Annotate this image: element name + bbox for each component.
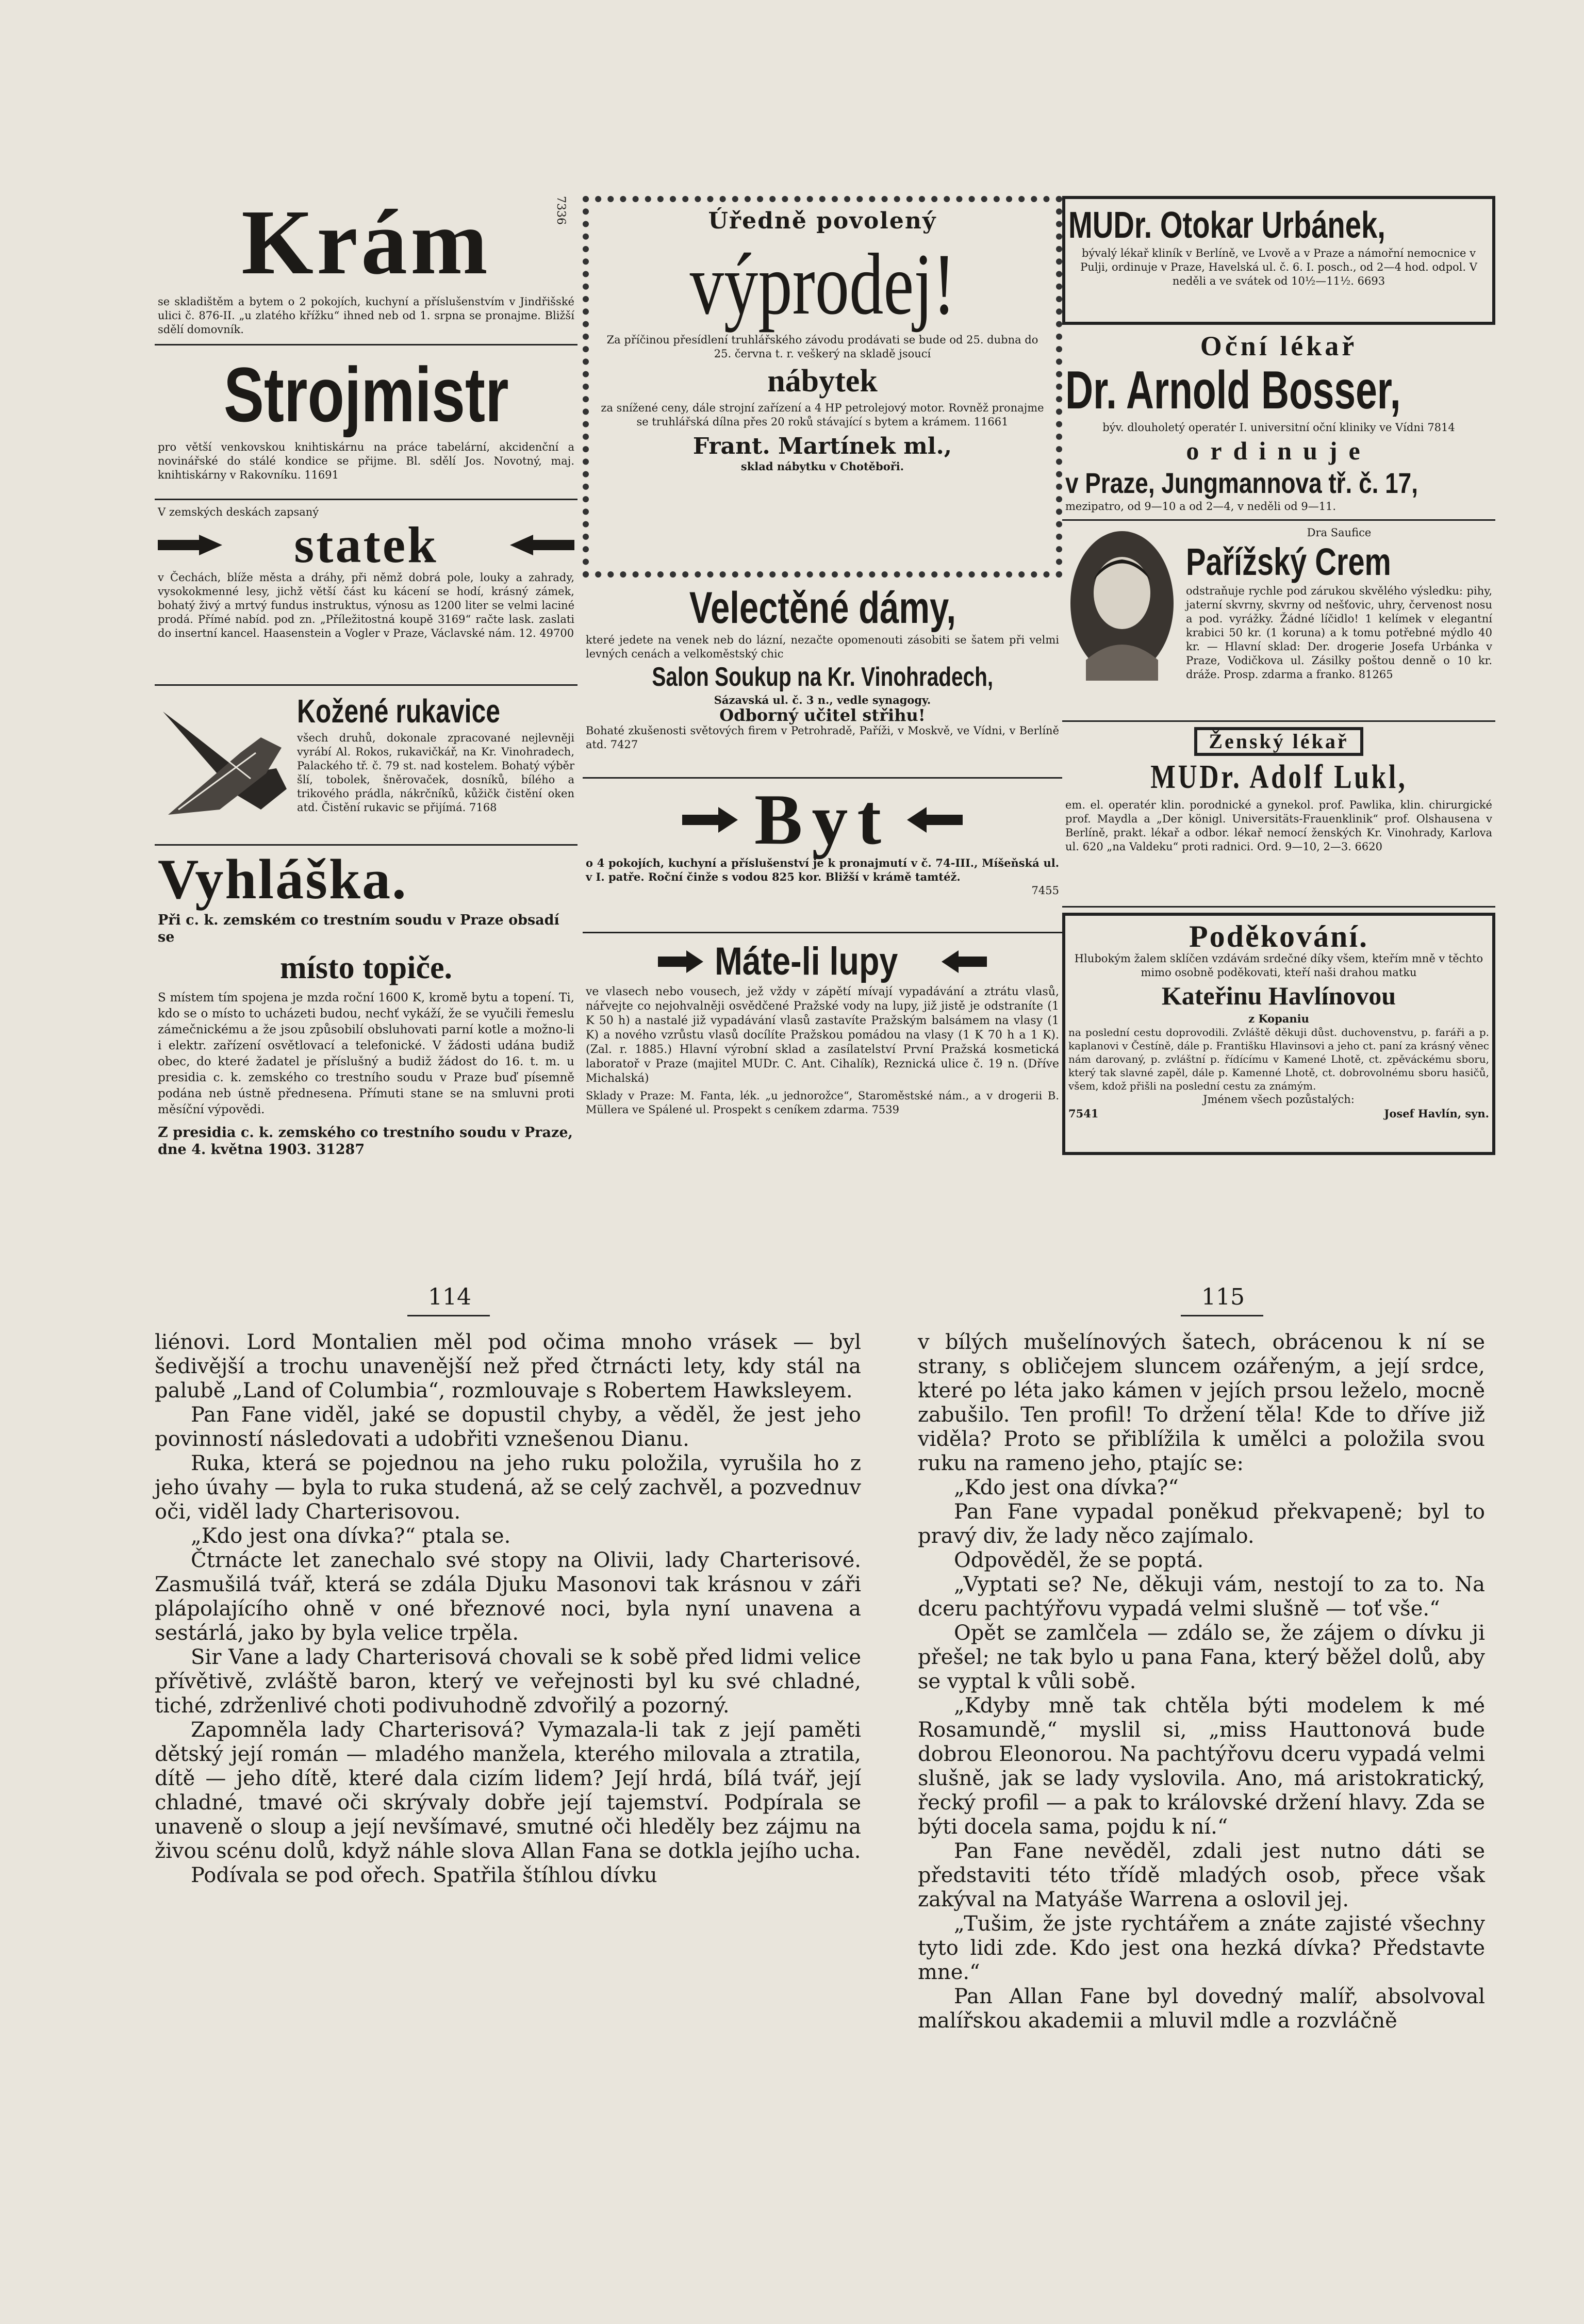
ad-podekovani-closing: Jménem všech pozůstalých: [1203, 1093, 1355, 1106]
pointing-hand-icon-right [940, 946, 987, 977]
ad-kram [155, 191, 578, 345]
ad-lukl-title: MUDr. Adolf Lukl, [1150, 758, 1408, 796]
ad-vyprodej-title: výprodej! [689, 236, 955, 333]
ad-vyhlaska-title: Vyhláška. [158, 848, 408, 911]
ad-bosser-text: býv. dlouholetý operatér I. universitní oční kliniky ve Vídni 7814 [1102, 421, 1455, 434]
ad-strojmistr-title: Strojmistr [223, 351, 509, 438]
ad-crem-maker: Dra Saufice [1307, 526, 1372, 539]
pointing-hand-icon [158, 530, 225, 561]
ad-crem [1062, 521, 1495, 722]
ad-urbanek-title: MUDr. Otokar Urbánek, [1068, 205, 1385, 246]
book-paragraph: Pan Allan Fane byl dovedný malíř, absolvoval malířskou akademii a mluvil mdle a rozvláčně [918, 1985, 1485, 2033]
ad-lupy-footer: Sklady v Praze: M. Fanta, lék. „u jednorožce“, Staroměstské nám., a v drogerii B. Müllera ve Spálené ul. Prospekt s ceníkem zdarma. 7539 [586, 1090, 1059, 1116]
ad-vyhlaska-subtitle: místo topiče. [279, 950, 453, 985]
ad-vyhlaska-lead: Při c. k. zemském co trestním soudu v Praze obsadí se [158, 912, 559, 945]
book-paragraph: Sir Vane a lady Charterisová chovali se k sobě před lidmi velice přívětivě, zvláště baron, který ve veřejnosti byl ku své chladné, tiché, zdrženlivé choti podivuhodně zdvořilý a pozorný. [155, 1645, 861, 1718]
ad-vyprodej-text1: Za příčinou přesídlení truhlářského závodu prodávati se bude od 25. dubna do 25. června t. r. veškerý na skladě jsoucí [606, 334, 1038, 360]
ad-bosser-hours: mezipatro, od 9—10 a od 2—4, v neděli od 9—11. [1065, 500, 1336, 513]
ad-rukavice-title: Kožené rukavice [297, 693, 500, 730]
pointing-hand-icon [682, 802, 739, 838]
book-paragraph: „Kdo jest ona dívka?“ ptala se. [191, 1524, 511, 1548]
ad-statek [155, 500, 578, 686]
book-page-left-body [155, 1330, 861, 1975]
ad-byt-title: Byt [754, 780, 890, 860]
ad-damy-text2: Bohaté zkušenosti světových firem v Petrohradě, Paříži, v Moskvě, ve Vídni, v Berlíně atd. 7427 [586, 724, 1059, 751]
book-paragraph: „Tušim, že jste rychtářem a znáte zajisté všechny tyto lidi zde. Kdo jest ona hezká dívka? Představte mne.“ [918, 1912, 1485, 1984]
gloves-illustration [158, 691, 292, 835]
ad-statek-text: v Čechách, blíže města a dráhy, při němž dobrá pole, louky a zahrady, vysokokmenné lesy, jichž větší část ku kácení se hodí, krásný zámek, bohatý živý a mrtvý fundus instruktus, výnosu as 1200 liter se velmi laciné prodá. Přímé nabíd. pod zn. „Příležitostná koupě 3169“ račte lask. zaslati do insertní kancel. Haasenstein a Vogler v Praze, Václavské nám. 12. 49700 [158, 571, 574, 639]
ad-kram-title: Krám [241, 191, 491, 293]
ad-lupy-title: Máte-li lupy [714, 940, 898, 983]
ad-byt-text: o 4 pokojích, kuchyní a příslušenství je k pronajmutí v č. 74-III., Míšeňská ul. v I. patře. Roční činže s vodou 825 kor. Bližší v krámě tamtéž. [586, 856, 1059, 883]
book-paragraph: Opět se zamlčela — zdálo se, že zájem o dívku ji přešel; ne tak bylo u pana Fana, který běžel dolů, aby se vyptal k vůli sobě. [918, 1621, 1485, 1693]
book-paragraph: v bílých mušelínových šatech, obrácenou k ní se strany, s obličejem sluncem ozářeným, a její srdce, které po léta jako kámen v jejích prsou leželo, mocně zabušilo. Ten profil! To držení těla! Kde to dříve již viděla? Proto se přiblížila k umělci a položila svou ruku na rameno jeho, ptajíc se: [918, 1330, 1485, 1475]
ad-podekovani-from: z Kopaniu [1248, 1012, 1309, 1025]
left-page-number-rule [407, 1315, 490, 1316]
ad-crem-text: odstraňuje rychle pod zárukou skvělého výsledku: pihy, jaterní skvrny, skvrny od nešťovic, uhry, červenost nosu a pod. vyrážky. Žádné líčidlo! 1 kelímek v elegantní krabici 50 kr. (1 koruna) a k tomu potřebné mýdlo 40 kr. — Hlavní sklad: Der. drogerie Josefa Urbánka v Praze, Vodičkova ul. Zásilky poštou denně o 10 kr. dráže. Prosp. zdarma a franko. 81265 [1186, 585, 1492, 681]
ad-bosser-ordinuje: ordinuje [1186, 436, 1372, 465]
ad-column-right [1062, 196, 1495, 1150]
ad-damy-salon: Salon Soukup na Kr. Vinohradech, [652, 662, 993, 692]
book-paragraph: Čtrnácte let zanechalo své stopy na Olivii, lady Charterisové. Zasmušilá tvář, která se zdála Djuku Masonovi tak krásnou v záři plápolajícího ohně v oné březnové noci, byla nyní unavena a sestárlá, jako by byla velice trpěla. [155, 1548, 861, 1645]
ad-podekovani-text2: na poslední cestu doprovodili. Zvláště děkuji důst. duchovenstvu, p. faráři a p. kaplanovi v Čestíně, dále p. Františku Hlavinsovi a jeho ct. paní za krásný věnec nám darovaný, p. zvláštní p. řídícímu v Kamené Lhotě, ct. zpěváckému sboru, který tak slavné zapěl, dále p. Kamenné Lhotě, ct. dobrovolnému sboru hasičů, všem, kdož přišli na poslední cestu za známým. [1068, 1026, 1489, 1092]
ad-vyprodej-header: Úředně povolený [708, 208, 937, 234]
ad-vyhlaska [155, 846, 578, 1212]
ad-vyhlaska-footer: Z presidia c. k. zemského co trestního soudu v Praze, dne 4. května 1903. 31287 [158, 1125, 573, 1158]
left-page-number: 114 [428, 1284, 471, 1310]
ad-statek-intro: V zemských deskách zapsaný [158, 506, 319, 518]
ad-vyhlaska-text: S místem tím spojena je mzda roční 1600 K, kromě bytu a topení. Ti, kdo se o místo to ucházeti budou, nechť vykáží, že se vyučili řemeslu zámečnickému a že jsou způsobilí obsluhovati parní kotle a možno-li i elektr. zařízení osvětlovací a telefonické. V žádosti udána budiž obec, do které žadatel je příslušný a budiž žádost do 16. t. m. u presidia c. k. zemského co trestního soudu v Praze buď písemně podána neb ústně přednesena. Přímuti stane se na smluvni proti měsíční výpovědi. [158, 991, 574, 1116]
book-paragraph: Odpověděl, že se poptá. [954, 1548, 1204, 1572]
ad-podekovani-text: Hlubokým žalem sklíčen vzdávám srdečné díky všem, kteřím mně v těchto mimo osobně poděkovati, kteří naši drahou matku [1074, 952, 1483, 979]
ad-crem-title: Pařížský Crem [1186, 540, 1391, 583]
ad-vyprodej-text2: za snížené ceny, dále strojní zařízení a 4 HP petrolejový motor. Rovněž pronajme se truhlářská dílna přes 20 roků stávající s bytem a krámem. 11661 [601, 402, 1044, 428]
pointing-hand-icon-right [906, 802, 963, 838]
ad-vyprodej [583, 196, 1062, 578]
ad-lupy [583, 933, 1062, 1212]
book-paragraph: Pan Fane vypadal poněkud překvapeně; byl to pravý div, že lady něco zajímalo. [918, 1500, 1485, 1548]
ad-column-left [155, 191, 578, 1212]
ad-vyprodej-footer: sklad nábytku v Chotěboři. [740, 460, 904, 473]
ad-damy-teacher: Odborný učitel střihu! [719, 705, 926, 725]
book-paragraph: „Kdo jest ona dívka?“ [954, 1476, 1179, 1499]
ad-strojmistr-text: pro větší venkovskou knihtiskárnu na práce tabelární, akcidenční a novinářské do stálé kondice se přijme. Bl. sdělí Jos. Novotný, maj. knihtiskárny v Rakovníku. 11691 [158, 441, 574, 481]
ad-byt [583, 779, 1062, 933]
pointing-hand-icon [658, 946, 704, 977]
ad-lupy-text: ve vlasech nebo vousech, jež vždy v zápětí mívají vypadávání a ztrátu vlasů, nářvejte co nejohvalněji osvědčené Pražské vody na lupy, již jistě je odstraníte (1 K 50 h) a nastalé již vypadávání vlasů zastavíte Pražským balsámem na vlasy (1 K) a nového vzrůstu vlasů docílíte Pražskou pomádou na vlasy (1 K 70 h a 1 K). (Zal. r. 1885.) Hlavní výrobní sklad a zasílatelství První Pražská kosmetická laboratoř v Praze (majitel MUDr. C. Ant. Cihalík), Reznická ulice č. 19 n. (Dříve Michalská) [586, 985, 1059, 1085]
ad-bosser [1062, 325, 1495, 521]
woman-portrait-illustration [1065, 526, 1179, 712]
ad-rukavice-text: všech druhů, dokonale zpracované nejlevněji vyrábí Al. Rokos, rukavičkář, na Kr. Vinohradech, Palackého tř. č. 79 st. nad kostelem. Bohatý výběr šlí, tobolek, šněrovaček, dosníků, bílého a trikového prádla, nákrčníků, kůžičk čistění oken atd. Čistění rukavic se přijímá. 7168 [297, 732, 574, 814]
ad-kram-text: se skladištěm a bytem o 2 pokojích, kuchyní a příslušenstvím v Jindřišské ulici č. 876-II. „u zlatého křížku“ ihned neb od 1. srpna se pronajme. Bližší sdělí domovník. [158, 295, 574, 336]
ad-podekovani [1062, 913, 1495, 1155]
ad-statek-title: statek [294, 516, 438, 573]
ad-lukl [1062, 722, 1495, 908]
ad-bosser-title: Dr. Arnold Bosser, [1065, 360, 1401, 420]
pointing-hand-icon-right [507, 530, 574, 561]
ad-bosser-header: Oční lékař [1200, 331, 1358, 361]
ad-kram-side-number: 7336 [554, 196, 567, 225]
ad-urbanek [1062, 196, 1495, 325]
book-paragraph: Ruka, která se pojednou na jeho ruku položila, vyrušila ho z jeho úvahy — byla to ruka studená, až se celý zachvěl, a pozvednuv oči, viděl lady Charterisovou. [155, 1452, 861, 1524]
ad-lukl-header: Ženský lékař [1194, 727, 1363, 756]
book-paragraph: Zapomněla lady Charterisová? Vymazala-li tak z její paměti dětský její román — mladého manžela, kterého milovala a ztratila, dítě — jeho dítě, které dala cizím lidem? Její hrdá, bílá tvář, její chladné, tmavé oči skrývaly dobře její tajemství. Podpírala se unaveně o sloup a její nevšímavé, smutné oči hleděly bez zájmu na živou scénu dolů, když náhle slova Allan Fana se dotkla jejího ucha. [155, 1718, 861, 1863]
ad-podekovani-title: Poděkování. [1189, 919, 1369, 953]
ad-vyprodej-name: Frant. Martínek ml., [692, 433, 952, 459]
book-paragraph: Podívala se pod ořech. Spatřila štíhlou dívku [191, 1864, 657, 1887]
book-paragraph: Pan Fane nevěděl, zdali jest nutno dáti se představiti této třídě mladých osob, přece však zakýval na Matyáše Warrena a oslovil jej. [918, 1839, 1485, 1911]
book-paragraph: „Kdyby mně tak chtěla býti modelem k mé Rosamundě,“ myslil si, „miss Hauttonová bude dobrou Eleonorou. Na pachtýřovu dceru vypadá velmi slušně, jak se lady vyslovila. Ano, má aristokratický, řecký profil — a pak to královské držení hlavy. Zda se býti docela sama, pojdu k ní.“ [918, 1694, 1485, 1839]
ad-lukl-text: em. el. operatér klin. porodnické a gynekol. prof. Pawlika, klin. chirurgické prof. Maydla a „Der königl. Universitäts-Frauenklinik“ prof. Olshausena v Berlíně, prakt. lékař a odbor. lékař nemocí ženských Kr. Vinohrady, Karlova ul. 620 „na Valdeku“ proti radnici. Ord. 9—10, 2—3. 6620 [1065, 799, 1492, 853]
ad-damy [583, 578, 1062, 779]
ad-damy-text: které jedete na venek neb do lázní, nezačte opomenouti zásobiti se šatem při velmi levných cenách a velkoměstský chic [586, 634, 1059, 660]
ad-strojmistr [155, 345, 578, 500]
ad-rukavice [155, 686, 578, 846]
right-page-number-rule [1181, 1315, 1263, 1316]
ad-podekovani-signature: Josef Havlín, syn. [1384, 1107, 1489, 1120]
ad-podekovani-name: Kateřinu Havlínovou [1161, 981, 1396, 1010]
ad-byt-number: 7455 [1031, 884, 1059, 897]
ad-damy-address: Sázavská ul. č. 3 n., vedle synagogy. [714, 694, 931, 706]
book-page-right-body [918, 1330, 1485, 2033]
ad-vyprodej-title2: nábytek [767, 364, 878, 399]
right-page-number: 115 [1201, 1284, 1245, 1310]
book-paragraph: liénovi. Lord Montalien měl pod očima mnoho vrásek — byl šedivější a trochu unavenější než před čtrnácti lety, kdy stál na palubě „Land of Columbia“, rozmlouvaje s Robertem Hawksleyem. [155, 1330, 861, 1403]
book-paragraph: Pan Fane viděl, jaké se dopustil chyby, a věděl, že jest jeho povinností následovati a udobřiti vznešenou Dianu. [155, 1403, 861, 1451]
ad-damy-title: Velectěné dámy, [689, 583, 956, 633]
ad-bosser-address: v Praze, Jungmannova tř. č. 17, [1065, 467, 1418, 499]
ad-column-middle [583, 196, 1062, 1212]
book-paragraph: „Vyptati se? Ne, děkuji vám, nestojí to za to. Na dceru pachtýřovu vypadá velmi slušně — toť vše.“ [918, 1573, 1485, 1621]
ad-urbanek-text: bývalý lékař kliník v Berlíně, ve Lvově a v Praze a námořní nemocnice v Pulji, ordinuje v Praze, Havelská ul. č. 6. I. posch., od 2—4 hod. odpol. V neděli a ve svátek od 10½—11½. 6693 [1080, 247, 1477, 287]
ad-podekovani-number: 7541 [1068, 1107, 1099, 1120]
